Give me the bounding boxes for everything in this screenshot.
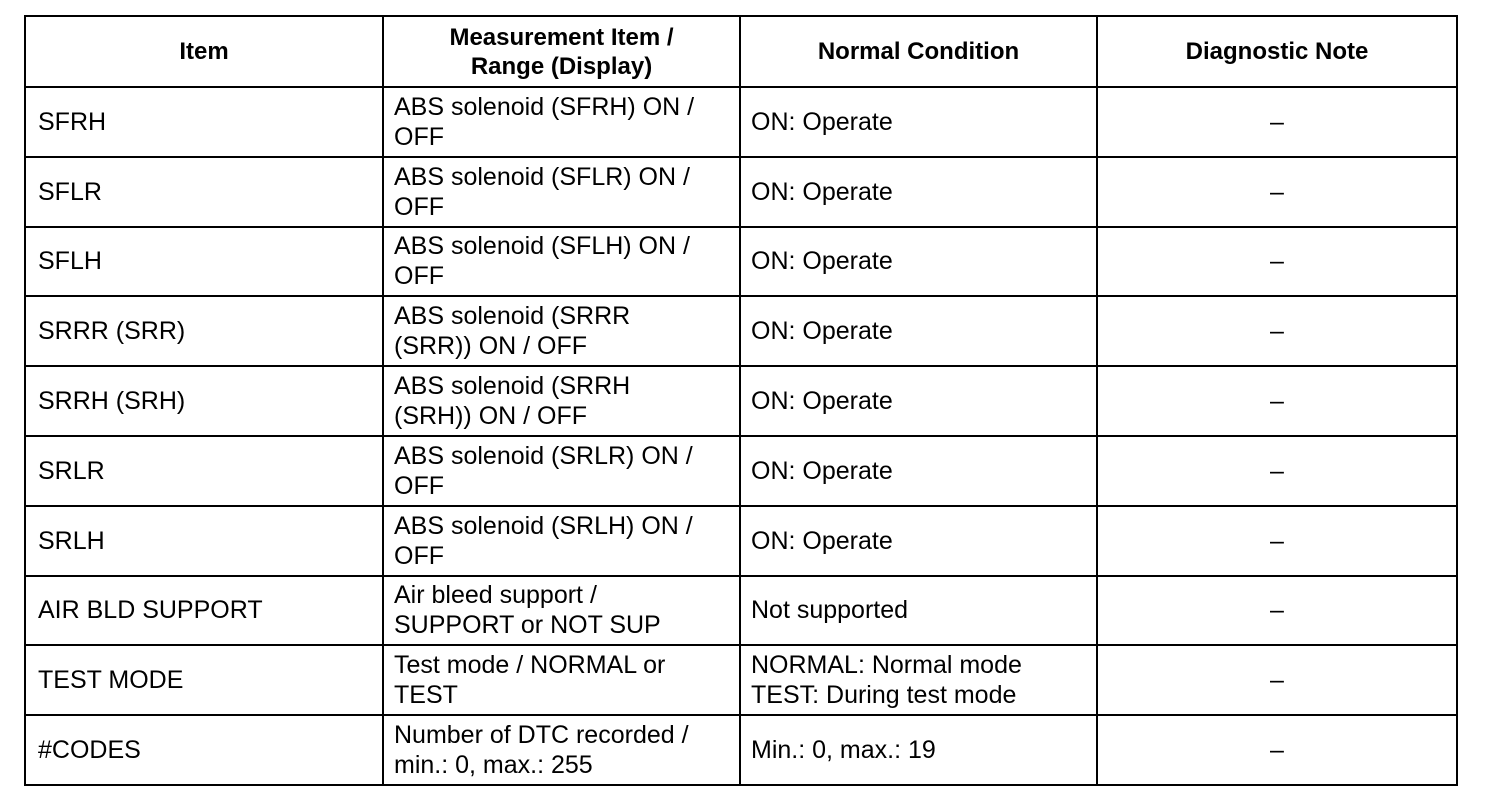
cell-condition: ON: Operate xyxy=(740,436,1097,506)
cell-note: – xyxy=(1097,87,1457,157)
cell-note: – xyxy=(1097,296,1457,366)
table-row xyxy=(25,366,1457,436)
table-row xyxy=(25,87,1457,157)
cell-measurement: ABS solenoid (SRRR (SRR)) ON / OFF xyxy=(383,296,740,366)
cell-condition: NORMAL: Normal mode TEST: During test mode xyxy=(740,645,1097,715)
table-row xyxy=(25,227,1457,297)
cell-condition: Min.: 0, max.: 19 xyxy=(740,715,1097,785)
cell-note: – xyxy=(1097,576,1457,646)
cell-item: SFLR xyxy=(25,157,383,227)
cell-condition: ON: Operate xyxy=(740,157,1097,227)
cell-condition: Not supported xyxy=(740,576,1097,646)
cell-item: SRLR xyxy=(25,436,383,506)
cell-measurement: ABS solenoid (SRLR) ON / OFF xyxy=(383,436,740,506)
cell-note: – xyxy=(1097,715,1457,785)
cell-note: – xyxy=(1097,157,1457,227)
table-row xyxy=(25,436,1457,506)
cell-condition: ON: Operate xyxy=(740,506,1097,576)
cell-condition: ON: Operate xyxy=(740,366,1097,436)
cell-note: – xyxy=(1097,227,1457,297)
header-measurement: Measurement Item / Range (Display) xyxy=(383,16,740,87)
cell-measurement: ABS solenoid (SFRH) ON / OFF xyxy=(383,87,740,157)
cell-item: TEST MODE xyxy=(25,645,383,715)
cell-note: – xyxy=(1097,436,1457,506)
header-diagnostic-note: Diagnostic Note xyxy=(1097,16,1457,87)
header-normal-condition: Normal Condition xyxy=(740,16,1097,87)
cell-condition: ON: Operate xyxy=(740,87,1097,157)
cell-item: AIR BLD SUPPORT xyxy=(25,576,383,646)
cell-note: – xyxy=(1097,645,1457,715)
cell-measurement: ABS solenoid (SFLH) ON / OFF xyxy=(383,227,740,297)
cell-condition: ON: Operate xyxy=(740,296,1097,366)
table-row xyxy=(25,715,1457,785)
cell-item: #CODES xyxy=(25,715,383,785)
header-row xyxy=(25,16,1457,87)
header-item: Item xyxy=(25,16,383,87)
cell-note: – xyxy=(1097,506,1457,576)
cell-item: SRRH (SRH) xyxy=(25,366,383,436)
table-row xyxy=(25,157,1457,227)
table-row xyxy=(25,506,1457,576)
cell-note: – xyxy=(1097,366,1457,436)
cell-item: SFRH xyxy=(25,87,383,157)
cell-measurement: ABS solenoid (SFLR) ON / OFF xyxy=(383,157,740,227)
table-row xyxy=(25,576,1457,646)
cell-measurement: Air bleed support / SUPPORT or NOT SUP xyxy=(383,576,740,646)
cell-measurement: ABS solenoid (SRRH (SRH)) ON / OFF xyxy=(383,366,740,436)
table-header xyxy=(25,16,1457,87)
cell-measurement: Number of DTC recorded / min.: 0, max.: 255 xyxy=(383,715,740,785)
cell-measurement: Test mode / NORMAL or TEST xyxy=(383,645,740,715)
cell-measurement: ABS solenoid (SRLH) ON / OFF xyxy=(383,506,740,576)
table-row xyxy=(25,645,1457,715)
table-body xyxy=(25,87,1457,785)
cell-item: SRLH xyxy=(25,506,383,576)
cell-item: SFLH xyxy=(25,227,383,297)
cell-item: SRRR (SRR) xyxy=(25,296,383,366)
data-list-table xyxy=(24,15,1458,786)
cell-condition: ON: Operate xyxy=(740,227,1097,297)
table-row xyxy=(25,296,1457,366)
